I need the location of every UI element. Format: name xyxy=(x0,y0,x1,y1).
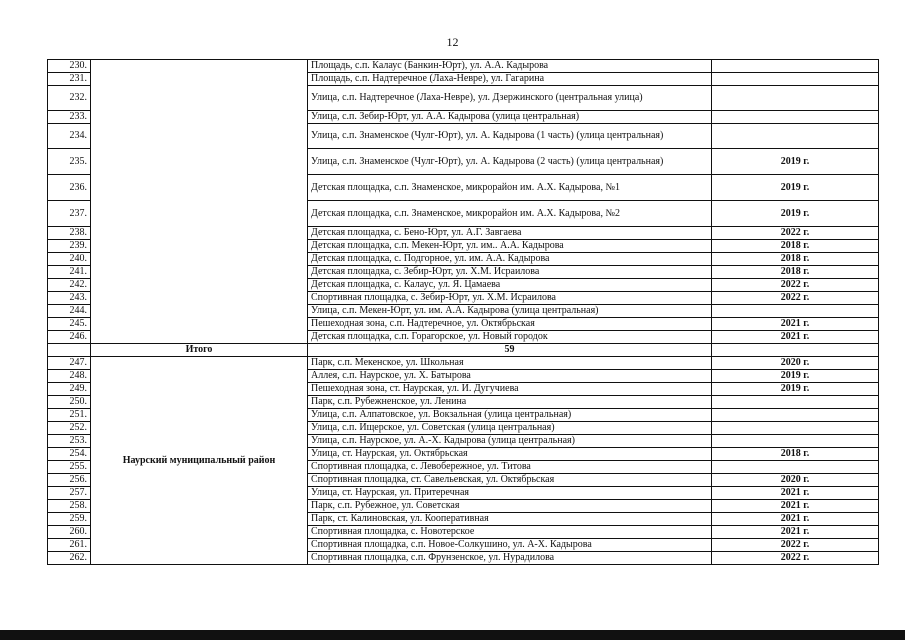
completion-year: 2018 г. xyxy=(712,266,879,279)
district-cell: Наурский муниципальный район xyxy=(91,357,308,565)
row-number: 249. xyxy=(48,383,91,396)
completion-year: 2021 г. xyxy=(712,487,879,500)
object-name: Спортивная площадка, ст. Савельевская, ул. Октябрьская xyxy=(308,474,712,487)
object-name: Улица, с.п. Ищерское, ул. Советская (улица центральная) xyxy=(308,422,712,435)
object-name: Спортивная площадка, с. Новотерское xyxy=(308,526,712,539)
row-number: 230. xyxy=(48,60,91,73)
total-value: 59 xyxy=(308,344,712,357)
row-number: 261. xyxy=(48,539,91,552)
object-name: Улица, с.п. Алпатовское, ул. Вокзальная (улица центральная) xyxy=(308,409,712,422)
completion-year xyxy=(712,86,879,111)
completion-year: 2019 г. xyxy=(712,149,879,175)
completion-year xyxy=(712,305,879,318)
completion-year xyxy=(712,435,879,448)
object-name: Площадь, с.п. Надтеречное (Лаха-Невре), ул. Гагарина xyxy=(308,73,712,86)
completion-year xyxy=(712,73,879,86)
object-name: Пешеходная зона, с.п. Надтеречное, ул. Октябрьская xyxy=(308,318,712,331)
total-row xyxy=(48,344,879,357)
row-number: 253. xyxy=(48,435,91,448)
completion-year: 2019 г. xyxy=(712,175,879,201)
object-name: Улица, с.п. Знаменское (Чулг-Юрт), ул. А. Кадырова (2 часть) (улица центральная) xyxy=(308,149,712,175)
row-number: 231. xyxy=(48,73,91,86)
row-number: 242. xyxy=(48,279,91,292)
row-number: 236. xyxy=(48,175,91,201)
completion-year: 2020 г. xyxy=(712,474,879,487)
object-name: Детская площадка, с. Подгорное, ул. им. А.А. Кадырова xyxy=(308,253,712,266)
completion-year: 2022 г. xyxy=(712,552,879,565)
table-total-section xyxy=(48,344,879,357)
completion-year: 2021 г. xyxy=(712,318,879,331)
row-number: 247. xyxy=(48,357,91,370)
row-number: 251. xyxy=(48,409,91,422)
row-number: 259. xyxy=(48,513,91,526)
table-row xyxy=(48,357,879,370)
row-number: 252. xyxy=(48,422,91,435)
row-number: 240. xyxy=(48,253,91,266)
object-name: Улица, ст. Наурская, ул. Октябрьская xyxy=(308,448,712,461)
row-number: 260. xyxy=(48,526,91,539)
object-name: Парк, с.п. Рубежное, ул. Советская xyxy=(308,500,712,513)
object-name: Детская площадка, с.п. Знаменское, микрорайон им. А.Х. Кадырова, №1 xyxy=(308,175,712,201)
row-number: 234. xyxy=(48,124,91,149)
row-number: 243. xyxy=(48,292,91,305)
object-name: Спортивная площадка, с.п. Фрунзенское, ул. Нурадилова xyxy=(308,552,712,565)
row-number: 245. xyxy=(48,318,91,331)
object-name: Детская площадка, с. Калаус, ул. Я. Цамаева xyxy=(308,279,712,292)
object-name: Аллея, с.п. Наурское, ул. Х. Батырова xyxy=(308,370,712,383)
object-name: Детская площадка, с.п. Горагорское, ул. Новый городок xyxy=(308,331,712,344)
completion-year: 2020 г. xyxy=(712,357,879,370)
table-row xyxy=(48,60,879,73)
completion-year: 2022 г. xyxy=(712,227,879,240)
objects-table xyxy=(47,59,879,565)
row-number: 248. xyxy=(48,370,91,383)
total-label: Итого xyxy=(91,344,308,357)
row-number: 239. xyxy=(48,240,91,253)
completion-year xyxy=(712,60,879,73)
total-year-cell xyxy=(712,344,879,357)
object-name: Детская площадка, с. Зебир-Юрт, ул. Х.М. Исраилова xyxy=(308,266,712,279)
completion-year: 2018 г. xyxy=(712,253,879,266)
page-number: 12 xyxy=(446,35,459,49)
completion-year xyxy=(712,111,879,124)
row-number: 233. xyxy=(48,111,91,124)
object-name: Улица, с.п. Зебир-Юрт, ул. А.А. Кадырова (улица центральная) xyxy=(308,111,712,124)
completion-year: 2019 г. xyxy=(712,383,879,396)
object-name: Парк, с.п. Рубежненское, ул. Ленина xyxy=(308,396,712,409)
row-number: 254. xyxy=(48,448,91,461)
object-name: Парк, с.п. Мекенское, ул. Школьная xyxy=(308,357,712,370)
completion-year: 2021 г. xyxy=(712,513,879,526)
object-name: Спортивная площадка, с. Левобережное, ул. Титова xyxy=(308,461,712,474)
row-number: 256. xyxy=(48,474,91,487)
row-number: 257. xyxy=(48,487,91,500)
row-number: 250. xyxy=(48,396,91,409)
completion-year xyxy=(712,422,879,435)
completion-year: 2018 г. xyxy=(712,448,879,461)
completion-year xyxy=(712,124,879,149)
row-number: 246. xyxy=(48,331,91,344)
row-number: 232. xyxy=(48,86,91,111)
completion-year xyxy=(712,396,879,409)
object-name: Парк, ст. Калиновская, ул. Кооперативная xyxy=(308,513,712,526)
object-name: Спортивная площадка, с. Зебир-Юрт, ул. Х.М. Исраилова xyxy=(308,292,712,305)
total-num-cell xyxy=(48,344,91,357)
object-name: Улица, с.п. Наурское, ул. А.-Х. Кадырова (улица центральная) xyxy=(308,435,712,448)
object-name: Детская площадка, с.п. Знаменское, микрорайон им. А.Х. Кадырова, №2 xyxy=(308,201,712,227)
district-cell xyxy=(91,60,308,344)
object-name: Детская площадка, с.п. Мекен-Юрт, ул. им.. А.А. Кадырова xyxy=(308,240,712,253)
row-number: 241. xyxy=(48,266,91,279)
completion-year: 2019 г. xyxy=(712,201,879,227)
object-name: Площадь, с.п. Калаус (Банкин-Юрт), ул. А.А. Кадырова xyxy=(308,60,712,73)
row-number: 235. xyxy=(48,149,91,175)
object-name: Улица, с.п. Надтеречное (Лаха-Невре), ул. Дзержинского (центральная улица) xyxy=(308,86,712,111)
object-name: Спортивная площадка, с.п. Новое-Солкушино, ул. А-Х. Кадырова xyxy=(308,539,712,552)
completion-year: 2018 г. xyxy=(712,240,879,253)
row-number: 255. xyxy=(48,461,91,474)
object-name: Улица, с.п. Мекен-Юрт, ул. им. А.А. Кадырова (улица центральная) xyxy=(308,305,712,318)
object-name: Детская площадка, с. Бено-Юрт, ул. А.Г. Завгаева xyxy=(308,227,712,240)
row-number: 262. xyxy=(48,552,91,565)
object-name: Улица, ст. Наурская, ул. Притеречная xyxy=(308,487,712,500)
completion-year: 2022 г. xyxy=(712,539,879,552)
completion-year: 2019 г. xyxy=(712,370,879,383)
row-number: 237. xyxy=(48,201,91,227)
object-name: Улица, с.п. Знаменское (Чулг-Юрт), ул. А. Кадырова (1 часть) (улица центральная) xyxy=(308,124,712,149)
row-number: 258. xyxy=(48,500,91,513)
completion-year: 2021 г. xyxy=(712,500,879,513)
completion-year: 2022 г. xyxy=(712,279,879,292)
completion-year xyxy=(712,409,879,422)
row-number: 244. xyxy=(48,305,91,318)
row-number: 238. xyxy=(48,227,91,240)
completion-year xyxy=(712,461,879,474)
object-name: Пешеходная зона, ст. Наурская, ул. И. Дугучиева xyxy=(308,383,712,396)
completion-year: 2021 г. xyxy=(712,331,879,344)
table-section-nadterechny xyxy=(48,60,879,344)
completion-year: 2021 г. xyxy=(712,526,879,539)
completion-year: 2022 г. xyxy=(712,292,879,305)
table-section-naursky xyxy=(48,357,879,565)
scan-edge xyxy=(0,630,905,640)
